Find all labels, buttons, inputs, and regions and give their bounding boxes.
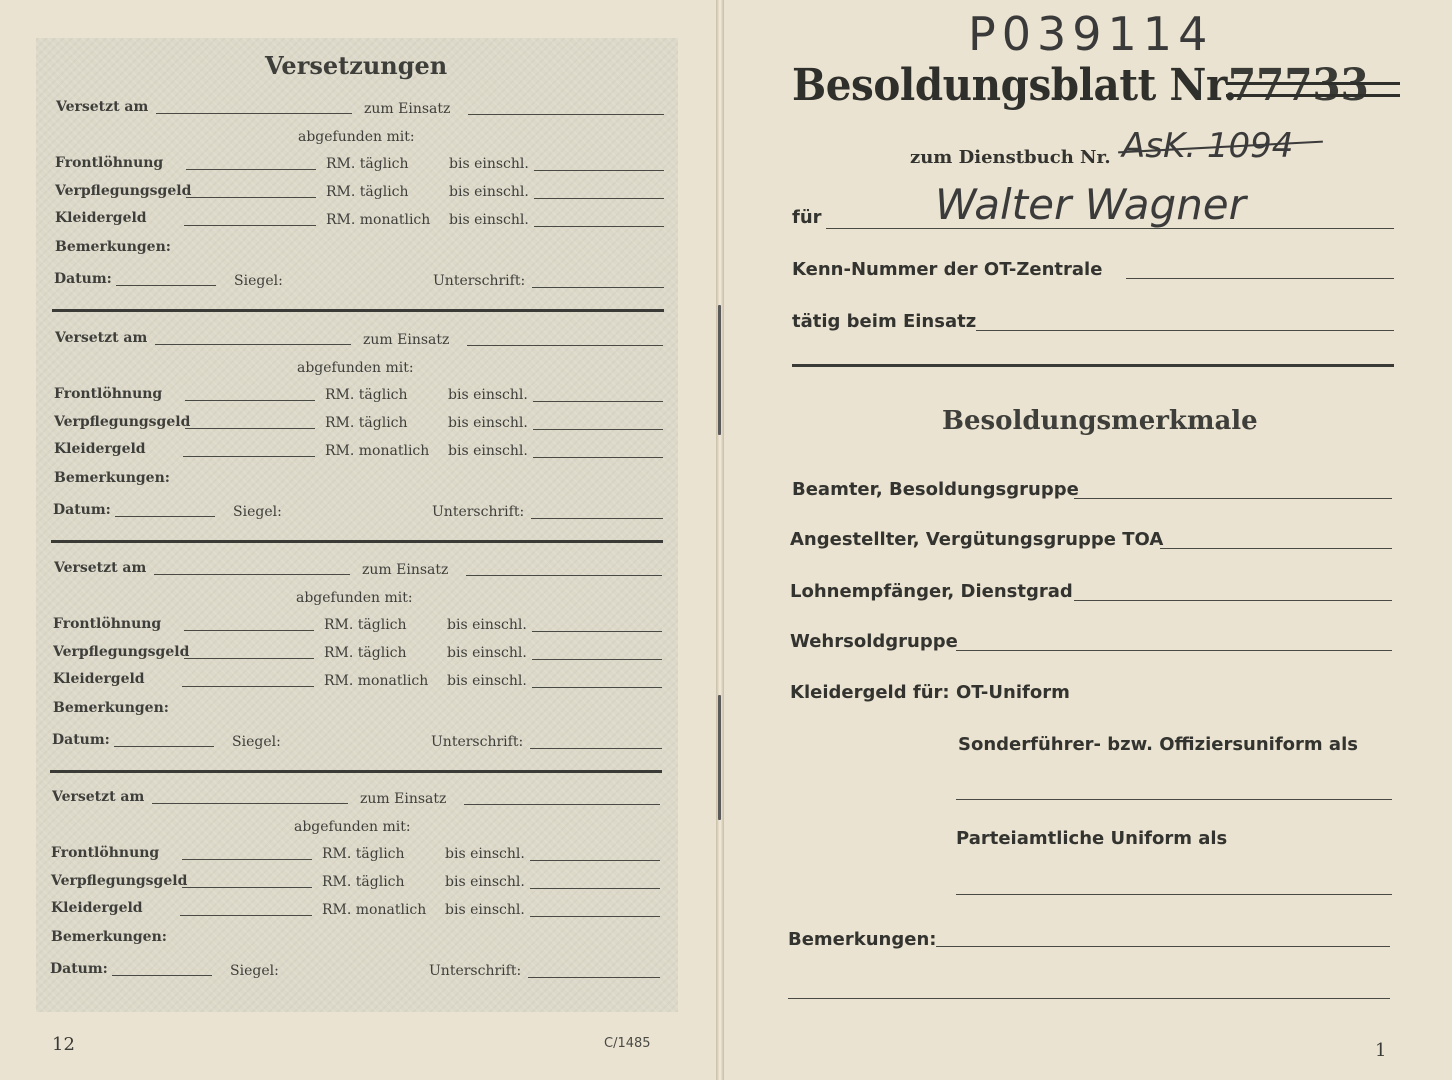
versetzt-am-label: Versetzt am xyxy=(52,789,145,805)
sheet-number-struck: 77733 xyxy=(1228,60,1369,111)
bemerkungen-line xyxy=(936,946,1390,947)
rm-taeglich-label: RM. täglich xyxy=(326,156,409,172)
kleidergeld-amount-line xyxy=(182,686,314,687)
bis-einschl-line xyxy=(533,401,663,402)
print-code: C/1485 xyxy=(604,1036,651,1051)
right-page-number: 1 xyxy=(1375,1040,1387,1061)
unterschrift-line xyxy=(528,977,660,978)
kleidergeld-label: Kleidergeld xyxy=(53,671,145,687)
block-divider xyxy=(50,770,662,773)
bis-einschl-line xyxy=(532,659,662,660)
taetig-line xyxy=(976,330,1394,331)
datum-line xyxy=(115,516,215,517)
strike-line xyxy=(1226,82,1400,85)
left-page-title: Versetzungen xyxy=(265,51,448,80)
rm-monatlich-label: RM. monatlich xyxy=(325,443,430,459)
verpflegungsgeld-amount-line xyxy=(186,197,316,198)
bis-einschl-label: bis einschl. xyxy=(445,874,525,890)
book-spine xyxy=(716,0,724,1080)
bemerkungen-label: Bemerkungen: xyxy=(54,470,170,486)
dienstbuch-value-struck: AsK. 1094 xyxy=(1122,126,1294,166)
siegel-label: Siegel: xyxy=(230,963,279,979)
kenn-nummer-label: Kenn-Nummer der OT-Zentrale xyxy=(792,259,1103,280)
rm-monatlich-label: RM. monatlich xyxy=(322,902,427,918)
verpflegungsgeld-label: Verpflegungsgeld xyxy=(54,414,191,430)
versetzt-am-line xyxy=(156,113,352,114)
frontloehnung-label: Frontlöhnung xyxy=(55,155,164,171)
zum-einsatz-label: zum Einsatz xyxy=(360,791,447,807)
verpflegungsgeld-label: Verpflegungsgeld xyxy=(53,644,190,660)
kleidergeld-amount-line xyxy=(184,225,316,226)
frontloehnung-amount-line xyxy=(185,400,315,401)
abgefunden-mit-label: abgefunden mit: xyxy=(297,360,414,376)
bis-einschl-label: bis einschl. xyxy=(447,673,527,689)
bemerkungen-label: Bemerkungen: xyxy=(55,239,171,255)
siegel-label: Siegel: xyxy=(234,273,283,289)
bis-einschl-line xyxy=(530,860,660,861)
unterschrift-line xyxy=(530,748,662,749)
lohnempfaenger-label: Lohnempfänger, Dienstgrad xyxy=(790,581,1073,602)
bemerkungen-label: Bemerkungen: xyxy=(51,929,167,945)
siegel-label: Siegel: xyxy=(233,504,282,520)
parteiamtliche-line xyxy=(956,894,1392,895)
left-page-number: 12 xyxy=(52,1034,75,1055)
handwritten-name: Walter Wagner xyxy=(935,180,1246,229)
datum-line xyxy=(112,975,212,976)
bis-einschl-label: bis einschl. xyxy=(445,902,525,918)
bis-einschl-label: bis einschl. xyxy=(449,212,529,228)
strike-line xyxy=(1226,94,1400,97)
angestellter-line xyxy=(1160,548,1392,549)
bis-einschl-label: bis einschl. xyxy=(449,156,529,172)
block-divider xyxy=(52,309,664,312)
unterschrift-label: Unterschrift: xyxy=(433,273,526,289)
bis-einschl-line xyxy=(530,916,660,917)
zum-einsatz-line xyxy=(467,345,663,346)
wehrsold-label: Wehrsoldgruppe xyxy=(790,631,958,652)
rm-monatlich-label: RM. monatlich xyxy=(326,212,431,228)
zum-einsatz-label: zum Einsatz xyxy=(364,101,451,117)
bis-einschl-label: bis einschl. xyxy=(445,846,525,862)
datum-line xyxy=(116,285,216,286)
block-divider xyxy=(51,540,663,543)
zum-einsatz-label: zum Einsatz xyxy=(362,562,449,578)
versetzt-am-label: Versetzt am xyxy=(54,560,147,576)
rm-taeglich-label: RM. täglich xyxy=(325,387,408,403)
rm-taeglich-label: RM. täglich xyxy=(322,846,405,862)
versetzt-am-line xyxy=(155,344,351,345)
rm-taeglich-label: RM. täglich xyxy=(324,645,407,661)
lohnempfaenger-line xyxy=(1074,600,1392,601)
verpflegungsgeld-label: Verpflegungsgeld xyxy=(51,873,188,889)
zum-einsatz-line xyxy=(464,804,660,805)
spine-stitch xyxy=(718,305,721,435)
frontloehnung-label: Frontlöhnung xyxy=(54,386,163,402)
beamter-label: Beamter, Besoldungsgruppe xyxy=(792,479,1079,500)
versetzt-am-line xyxy=(154,574,350,575)
parteiamtliche-label: Parteiamtliche Uniform als xyxy=(956,828,1228,849)
wehrsold-line xyxy=(956,650,1392,651)
abgefunden-mit-label: abgefunden mit: xyxy=(296,590,413,606)
bis-einschl-label: bis einschl. xyxy=(449,184,529,200)
kleidergeld-label: Kleidergeld xyxy=(51,900,143,916)
fuer-label: für xyxy=(792,207,822,228)
bis-einschl-label: bis einschl. xyxy=(448,443,528,459)
bis-einschl-line xyxy=(533,457,663,458)
frontloehnung-label: Frontlöhnung xyxy=(51,845,160,861)
bis-einschl-line xyxy=(534,226,664,227)
verpflegungsgeld-amount-line xyxy=(184,658,314,659)
datum-label: Datum: xyxy=(53,502,111,518)
sonderfuehrer-line xyxy=(956,799,1392,800)
verpflegungsgeld-amount-line xyxy=(185,428,315,429)
versetzt-am-label: Versetzt am xyxy=(56,99,149,115)
dienstbuch-label: zum Dienstbuch Nr. xyxy=(910,147,1111,168)
unterschrift-line xyxy=(531,518,663,519)
kleidergeld-amount-line xyxy=(180,915,312,916)
abgefunden-mit-label: abgefunden mit: xyxy=(294,819,411,835)
angestellter-label: Angestellter, Vergütungsgruppe TOA xyxy=(790,529,1164,550)
versetzt-am-label: Versetzt am xyxy=(55,330,148,346)
taetig-label: tätig beim Einsatz xyxy=(792,311,977,332)
rm-taeglich-label: RM. täglich xyxy=(325,415,408,431)
frontloehnung-amount-line xyxy=(186,169,316,170)
kenn-nummer-line xyxy=(1126,278,1394,279)
datum-line xyxy=(114,746,214,747)
bis-einschl-label: bis einschl. xyxy=(447,645,527,661)
bis-einschl-line xyxy=(532,631,662,632)
bis-einschl-line xyxy=(532,687,662,688)
bemerkungen-label: Bemerkungen: xyxy=(53,700,169,716)
kleidergeld-label: Kleidergeld xyxy=(55,210,147,226)
sheet-title: Besoldungsblatt Nr. xyxy=(792,60,1237,111)
bis-einschl-label: bis einschl. xyxy=(448,415,528,431)
section-divider xyxy=(792,364,1394,367)
unterschrift-label: Unterschrift: xyxy=(432,504,525,520)
zum-einsatz-label: zum Einsatz xyxy=(363,332,450,348)
rm-taeglich-label: RM. täglich xyxy=(324,617,407,633)
unterschrift-line xyxy=(532,287,664,288)
kleidergeld-label: Kleidergeld xyxy=(54,441,146,457)
frontloehnung-label: Frontlöhnung xyxy=(53,616,162,632)
section-title: Besoldungsmerkmale xyxy=(942,406,1258,436)
unterschrift-label: Unterschrift: xyxy=(429,963,522,979)
rm-taeglich-label: RM. täglich xyxy=(322,874,405,890)
bis-einschl-label: bis einschl. xyxy=(448,387,528,403)
bis-einschl-line xyxy=(534,198,664,199)
bis-einschl-line xyxy=(530,888,660,889)
bis-einschl-line xyxy=(534,170,664,171)
bis-einschl-label: bis einschl. xyxy=(447,617,527,633)
ot-uniform-label: OT-Uniform xyxy=(956,682,1070,703)
spine-stitch xyxy=(718,695,721,820)
handwritten-register-number-text: P039114 xyxy=(968,7,1214,61)
frontloehnung-amount-line xyxy=(182,859,312,860)
bemerkungen-label: Bemerkungen: xyxy=(788,929,937,950)
datum-label: Datum: xyxy=(50,961,108,977)
datum-label: Datum: xyxy=(54,271,112,287)
beamter-line xyxy=(1074,498,1392,499)
verpflegungsgeld-amount-line xyxy=(182,887,312,888)
rm-monatlich-label: RM. monatlich xyxy=(324,673,429,689)
abgefunden-mit-label: abgefunden mit: xyxy=(298,129,415,145)
verpflegungsgeld-label: Verpflegungsgeld xyxy=(55,183,192,199)
zum-einsatz-line xyxy=(466,575,662,576)
frontloehnung-amount-line xyxy=(184,630,314,631)
handwritten-register-number xyxy=(960,0,1240,62)
datum-label: Datum: xyxy=(52,732,110,748)
versetzt-am-line xyxy=(152,803,348,804)
sonderfuehrer-label: Sonderführer- bzw. Offiziersuniform als xyxy=(958,734,1358,755)
rm-taeglich-label: RM. täglich xyxy=(326,184,409,200)
kleidergeld-amount-line xyxy=(183,456,315,457)
zum-einsatz-line xyxy=(468,114,664,115)
bis-einschl-line xyxy=(533,429,663,430)
unterschrift-label: Unterschrift: xyxy=(431,734,524,750)
bemerkungen-line-2 xyxy=(788,998,1390,999)
siegel-label: Siegel: xyxy=(232,734,281,750)
kleidergeld-label: Kleidergeld für: xyxy=(790,682,950,703)
